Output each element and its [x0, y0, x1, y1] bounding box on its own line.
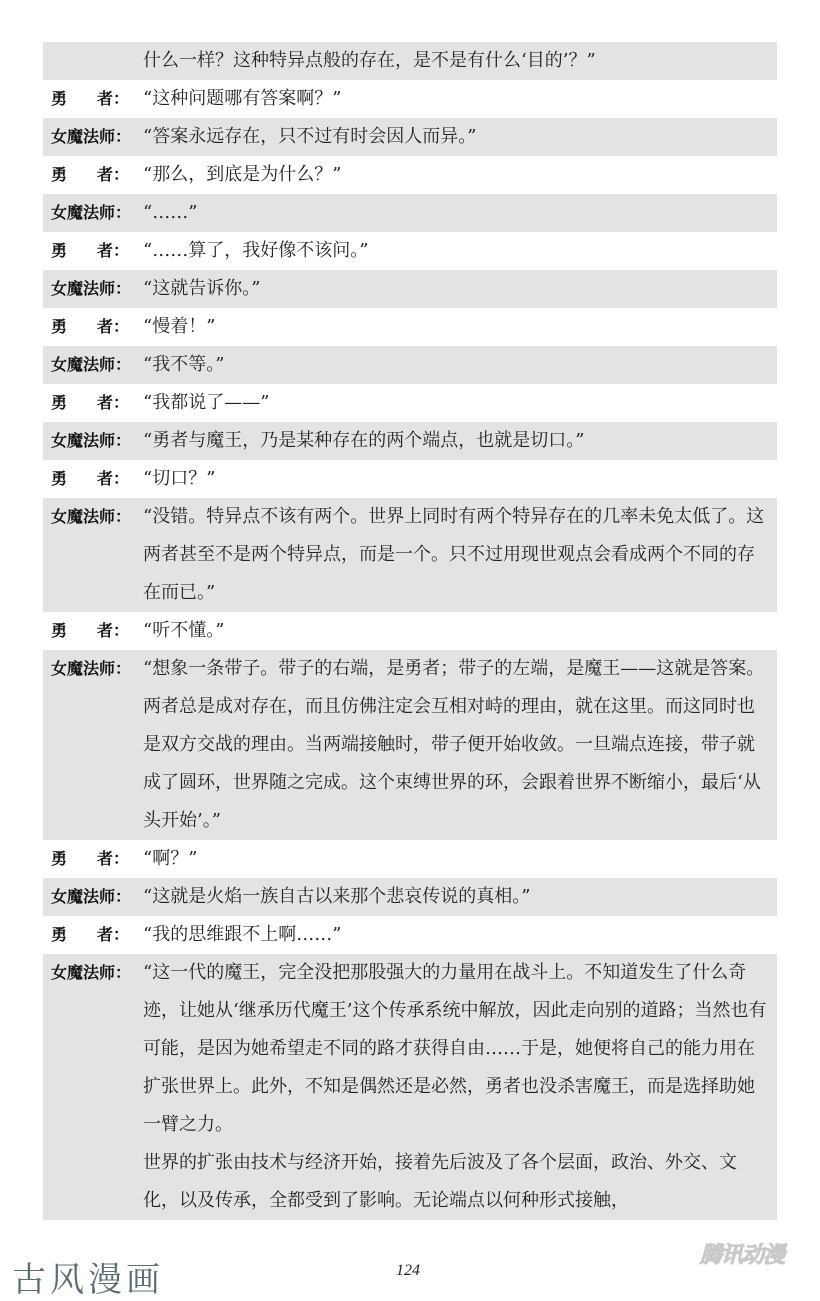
dialogue-text	[143, 80, 777, 118]
dialogue-text	[143, 346, 777, 384]
speaker-name: 勇 者：	[51, 925, 129, 944]
speaker-label: 女魔法师：	[51, 203, 132, 222]
dialogue-paragraph: “啊？”	[143, 848, 198, 869]
dialogue-paragraph: “这种问题哪有答案啊？”	[143, 88, 342, 109]
speaker-label: 女魔法师：	[51, 507, 132, 526]
dialogue-row	[43, 270, 777, 308]
dialogue-paragraph: “没错。特异点不该有两个。世界上同时有两个特异存在的几率未免太低了。这两者甚至不是两个特异点，而是一个。只不过用现世观点会看成两个不同的存在而已。”	[143, 506, 765, 603]
dialogue-row	[43, 80, 777, 118]
dialogue-paragraph: “……算了，我好像不该问。”	[143, 240, 369, 261]
speaker-label	[43, 460, 143, 498]
speaker-name: 勇 者：	[51, 241, 129, 260]
dialogue-paragraph: “慢着！”	[143, 316, 216, 337]
speaker-label: 女魔法师：	[51, 279, 132, 298]
dialogue-row	[43, 42, 777, 80]
dialogue-text	[143, 650, 777, 840]
dialogue-row	[43, 384, 777, 422]
dialogue-paragraph: “我的思维跟不上啊……”	[143, 924, 342, 945]
dialogue-paragraph: “我都说了——”	[143, 392, 270, 413]
dialogue-text	[143, 916, 777, 954]
dialogue-row	[43, 498, 777, 612]
dialogue-text	[143, 840, 777, 878]
speaker-name: 勇 者：	[51, 469, 129, 488]
dialogue-row	[43, 460, 777, 498]
dialogue-paragraph: “这就告诉你。”	[143, 278, 261, 299]
dialogue-text	[143, 422, 777, 460]
dialogue-row	[43, 118, 777, 156]
speaker-label	[43, 232, 143, 270]
speaker-label	[43, 80, 143, 118]
dialogue-text	[143, 460, 777, 498]
dialogue-row	[43, 612, 777, 650]
dialogue-paragraph: 什么一样？这种特异点般的存在，是不是有什么‘目的’？”	[143, 50, 596, 71]
dialogue-paragraph: 世界的扩张由技术与经济开始，接着先后波及了各个层面，政治、外交、文化，以及传承，全都受到了影响。无论端点以何种形式接触，	[143, 1152, 737, 1211]
dialogue-paragraph: “那么，到底是为什么？”	[143, 164, 342, 185]
dialogue-paragraph: “想象一条带子。带子的右端，是勇者；带子的左端，是魔王——这就是答案。两者总是成对存在，而且仿佛注定会互相对峙的理由，就在这里。而这同时也是双方交战的理由。当两端接触时，带子便开始收敛。一旦端点连接，带子就成了圆环，世界随之完成。这个束缚世界的环，会跟着世界不断缩小，最后‘从头开始’。”	[143, 658, 765, 831]
dialogue-paragraph: “……”	[143, 202, 198, 223]
speaker-name: 勇 者：	[51, 165, 129, 184]
dialogue-text	[143, 498, 777, 612]
dialogue-text	[143, 954, 777, 1220]
dialogue-text	[143, 308, 777, 346]
dialogue-paragraph: “答案永远存在，只不过有时会因人而异。”	[143, 126, 477, 147]
dialogue-text	[143, 384, 777, 422]
speaker-label	[43, 384, 143, 422]
dialogue-paragraph: “勇者与魔王，乃是某种存在的两个端点，也就是切口。”	[143, 430, 585, 451]
speaker-name: 勇 者：	[51, 621, 129, 640]
dialogue-row	[43, 308, 777, 346]
dialogue-text	[143, 194, 777, 232]
dialogue-text	[143, 156, 777, 194]
dialogue-text	[143, 878, 777, 916]
page-number: 124	[396, 1262, 420, 1279]
dialogue-paragraph: “听不懂。”	[143, 620, 225, 641]
publisher-logo: 古风漫画	[12, 1260, 164, 1300]
dialogue-row	[43, 194, 777, 232]
speaker-label	[43, 840, 143, 878]
dialogue-page	[43, 42, 777, 1220]
speaker-label: 女魔法师：	[51, 659, 132, 678]
dialogue-row	[43, 232, 777, 270]
dialogue-paragraph: “这一代的魔王，完全没把那股强大的力量用在战斗上。不知道发生了什么奇迹，让她从‘继承历代魔王’这个传承系统中解放，因此走向别的道路；当然也有可能，是因为她希望走不同的路才获得自由……于是，她便将自己的能力用在扩张世界上。此外，不知是偶然还是必然，勇者也没杀害魔王，而是选择助她一臂之力。	[143, 962, 767, 1135]
speaker-name: 勇 者：	[51, 393, 129, 412]
speaker-name: 勇 者：	[51, 849, 129, 868]
dialogue-row	[43, 954, 777, 1220]
speaker-label: 女魔法师：	[51, 431, 132, 450]
dialogue-row	[43, 878, 777, 916]
dialogue-text	[143, 42, 777, 80]
speaker-label	[43, 916, 143, 954]
speaker-name: 勇 者：	[51, 89, 129, 108]
speaker-label	[43, 156, 143, 194]
dialogue-row	[43, 346, 777, 384]
dialogue-row	[43, 916, 777, 954]
speaker-label: 女魔法师：	[51, 355, 132, 374]
dialogue-paragraph: “我不等。”	[143, 354, 225, 375]
dialogue-paragraph: “切口？”	[143, 468, 216, 489]
dialogue-row	[43, 156, 777, 194]
dialogue-text	[143, 232, 777, 270]
dialogue-row	[43, 650, 777, 840]
speaker-label: 女魔法师：	[51, 963, 132, 982]
speaker-name: 勇 者：	[51, 317, 129, 336]
speaker-label: 女魔法师：	[51, 887, 132, 906]
dialogue-text	[143, 270, 777, 308]
speaker-label	[43, 612, 143, 650]
speaker-label: 女魔法师：	[51, 127, 132, 146]
dialogue-paragraph: “这就是火焰一族自古以来那个悲哀传说的真相。”	[143, 886, 531, 907]
speaker-label	[43, 308, 143, 346]
dialogue-text	[143, 612, 777, 650]
watermark-logo: 腾讯动漫	[700, 1243, 785, 1268]
dialogue-text	[143, 118, 777, 156]
dialogue-row	[43, 422, 777, 460]
dialogue-row	[43, 840, 777, 878]
